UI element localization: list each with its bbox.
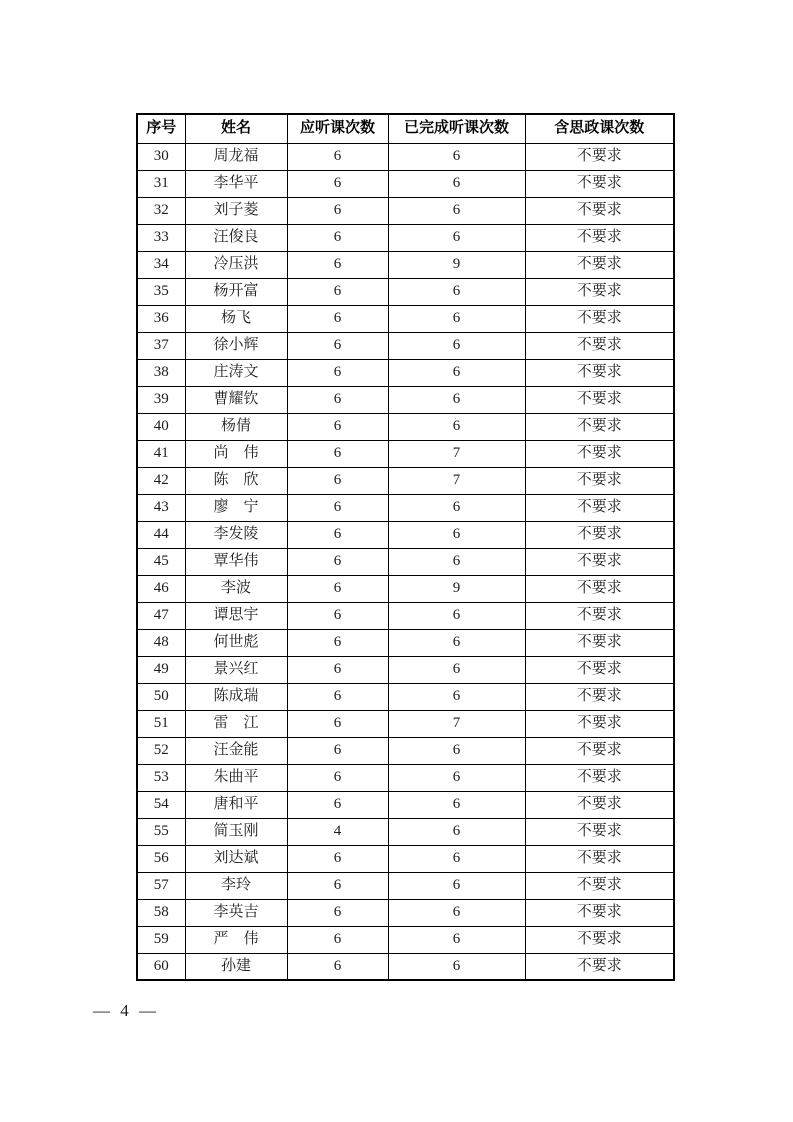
cell-due-count: 6 [287,143,388,170]
cell-done-count: 6 [388,278,525,305]
cell-ideology: 不要求 [525,575,674,602]
cell-seq: 51 [137,710,185,737]
table-row [137,170,674,197]
cell-ideology: 不要求 [525,251,674,278]
cell-seq: 59 [137,926,185,953]
cell-seq: 54 [137,791,185,818]
cell-done-count: 6 [388,953,525,980]
table-row [137,467,674,494]
cell-ideology: 不要求 [525,629,674,656]
cell-done-count: 6 [388,494,525,521]
table-row [137,656,674,683]
cell-name: 廖 宁 [185,494,287,521]
cell-done-count: 6 [388,764,525,791]
cell-done-count: 7 [388,710,525,737]
cell-ideology: 不要求 [525,899,674,926]
cell-ideology: 不要求 [525,521,674,548]
page-number: — 4 — [93,1001,159,1020]
cell-ideology: 不要求 [525,872,674,899]
table-row [137,278,674,305]
cell-done-count: 9 [388,575,525,602]
table-row [137,386,674,413]
cell-name: 杨开富 [185,278,287,305]
cell-done-count: 6 [388,332,525,359]
cell-name: 景兴红 [185,656,287,683]
cell-done-count: 6 [388,143,525,170]
col-header-ideology-count: 含思政课次数 [525,114,674,143]
table-row [137,764,674,791]
cell-done-count: 6 [388,386,525,413]
cell-ideology: 不要求 [525,737,674,764]
cell-name: 曹耀钦 [185,386,287,413]
cell-done-count: 6 [388,305,525,332]
cell-name: 唐和平 [185,791,287,818]
cell-seq: 39 [137,386,185,413]
cell-name: 刘子菱 [185,197,287,224]
cell-seq: 57 [137,872,185,899]
cell-ideology: 不要求 [525,656,674,683]
cell-ideology: 不要求 [525,440,674,467]
cell-name: 杨飞 [185,305,287,332]
cell-ideology: 不要求 [525,548,674,575]
table-row [137,413,674,440]
cell-ideology: 不要求 [525,791,674,818]
cell-seq: 33 [137,224,185,251]
cell-name: 陈成瑞 [185,683,287,710]
cell-done-count: 6 [388,845,525,872]
cell-seq: 42 [137,467,185,494]
table-row [137,818,674,845]
cell-ideology: 不要求 [525,710,674,737]
cell-due-count: 6 [287,602,388,629]
cell-name: 李发陵 [185,521,287,548]
cell-name: 刘达斌 [185,845,287,872]
cell-due-count: 6 [287,386,388,413]
cell-seq: 36 [137,305,185,332]
cell-name: 徐小辉 [185,332,287,359]
col-header-due-count: 应听课次数 [287,114,388,143]
cell-name: 孙建 [185,953,287,980]
cell-done-count: 6 [388,602,525,629]
cell-done-count: 6 [388,683,525,710]
cell-due-count: 6 [287,683,388,710]
cell-seq: 60 [137,953,185,980]
cell-ideology: 不要求 [525,818,674,845]
attendance-table [136,113,675,981]
cell-ideology: 不要求 [525,845,674,872]
table-header-row [137,114,674,143]
cell-due-count: 6 [287,548,388,575]
cell-name: 谭思宇 [185,602,287,629]
cell-ideology: 不要求 [525,224,674,251]
table-row [137,521,674,548]
cell-seq: 48 [137,629,185,656]
cell-seq: 53 [137,764,185,791]
table-row [137,710,674,737]
table-body [137,143,674,980]
cell-name: 覃华伟 [185,548,287,575]
table-row [137,548,674,575]
cell-due-count: 6 [287,656,388,683]
cell-seq: 44 [137,521,185,548]
cell-seq: 34 [137,251,185,278]
cell-seq: 40 [137,413,185,440]
table-row [137,791,674,818]
cell-done-count: 6 [388,872,525,899]
table-row [137,629,674,656]
cell-ideology: 不要求 [525,467,674,494]
cell-done-count: 7 [388,440,525,467]
cell-done-count: 6 [388,521,525,548]
cell-name: 尚 伟 [185,440,287,467]
table-row [137,305,674,332]
cell-seq: 41 [137,440,185,467]
cell-done-count: 6 [388,791,525,818]
cell-ideology: 不要求 [525,764,674,791]
cell-seq: 38 [137,359,185,386]
table-row [137,737,674,764]
cell-due-count: 4 [287,818,388,845]
cell-done-count: 9 [388,251,525,278]
table-row [137,440,674,467]
cell-name: 雷 江 [185,710,287,737]
cell-due-count: 6 [287,305,388,332]
table-row [137,899,674,926]
table-row [137,602,674,629]
cell-name: 陈 欣 [185,467,287,494]
cell-done-count: 6 [388,224,525,251]
cell-seq: 52 [137,737,185,764]
cell-due-count: 6 [287,413,388,440]
cell-due-count: 6 [287,953,388,980]
table-row [137,494,674,521]
cell-done-count: 7 [388,467,525,494]
cell-seq: 49 [137,656,185,683]
cell-seq: 56 [137,845,185,872]
cell-due-count: 6 [287,170,388,197]
cell-seq: 55 [137,818,185,845]
cell-due-count: 6 [287,575,388,602]
cell-done-count: 6 [388,926,525,953]
cell-done-count: 6 [388,197,525,224]
cell-ideology: 不要求 [525,413,674,440]
cell-due-count: 6 [287,224,388,251]
cell-due-count: 6 [287,764,388,791]
cell-name: 严 伟 [185,926,287,953]
table-row [137,197,674,224]
cell-ideology: 不要求 [525,386,674,413]
cell-name: 李华平 [185,170,287,197]
cell-done-count: 6 [388,656,525,683]
cell-due-count: 6 [287,710,388,737]
cell-name: 李玲 [185,872,287,899]
cell-ideology: 不要求 [525,197,674,224]
cell-ideology: 不要求 [525,953,674,980]
cell-due-count: 6 [287,926,388,953]
cell-ideology: 不要求 [525,305,674,332]
cell-seq: 45 [137,548,185,575]
cell-name: 冷压洪 [185,251,287,278]
cell-done-count: 6 [388,170,525,197]
cell-seq: 37 [137,332,185,359]
cell-due-count: 6 [287,197,388,224]
cell-seq: 46 [137,575,185,602]
cell-done-count: 6 [388,413,525,440]
cell-due-count: 6 [287,737,388,764]
table-row [137,926,674,953]
table-row [137,143,674,170]
cell-due-count: 6 [287,521,388,548]
cell-due-count: 6 [287,359,388,386]
cell-done-count: 6 [388,899,525,926]
col-header-seq: 序号 [137,114,185,143]
cell-due-count: 6 [287,278,388,305]
cell-name: 李波 [185,575,287,602]
table-row [137,575,674,602]
cell-name: 何世彪 [185,629,287,656]
col-header-done-count: 已完成听课次数 [388,114,525,143]
cell-ideology: 不要求 [525,332,674,359]
cell-seq: 32 [137,197,185,224]
cell-done-count: 6 [388,548,525,575]
cell-ideology: 不要求 [525,602,674,629]
cell-name: 汪俊良 [185,224,287,251]
cell-seq: 31 [137,170,185,197]
cell-done-count: 6 [388,359,525,386]
table-row [137,683,674,710]
cell-done-count: 6 [388,818,525,845]
cell-done-count: 6 [388,737,525,764]
cell-name: 李英吉 [185,899,287,926]
cell-due-count: 6 [287,332,388,359]
cell-name: 朱曲平 [185,764,287,791]
cell-due-count: 6 [287,872,388,899]
cell-seq: 35 [137,278,185,305]
cell-due-count: 6 [287,845,388,872]
cell-seq: 30 [137,143,185,170]
cell-ideology: 不要求 [525,359,674,386]
table-row [137,359,674,386]
table-row [137,872,674,899]
cell-due-count: 6 [287,899,388,926]
cell-ideology: 不要求 [525,143,674,170]
cell-name: 杨倩 [185,413,287,440]
cell-name: 周龙福 [185,143,287,170]
cell-due-count: 6 [287,440,388,467]
cell-ideology: 不要求 [525,683,674,710]
cell-due-count: 6 [287,494,388,521]
cell-seq: 43 [137,494,185,521]
cell-due-count: 6 [287,791,388,818]
cell-due-count: 6 [287,467,388,494]
cell-done-count: 6 [388,629,525,656]
table-row [137,953,674,980]
cell-due-count: 6 [287,251,388,278]
cell-ideology: 不要求 [525,278,674,305]
cell-due-count: 6 [287,629,388,656]
cell-ideology: 不要求 [525,494,674,521]
col-header-name: 姓名 [185,114,287,143]
cell-name: 汪金能 [185,737,287,764]
table-row [137,251,674,278]
cell-ideology: 不要求 [525,926,674,953]
table-row [137,332,674,359]
cell-seq: 50 [137,683,185,710]
cell-seq: 47 [137,602,185,629]
cell-name: 庄涛文 [185,359,287,386]
cell-seq: 58 [137,899,185,926]
table-row [137,845,674,872]
table-row [137,224,674,251]
cell-name: 简玉刚 [185,818,287,845]
cell-ideology: 不要求 [525,170,674,197]
